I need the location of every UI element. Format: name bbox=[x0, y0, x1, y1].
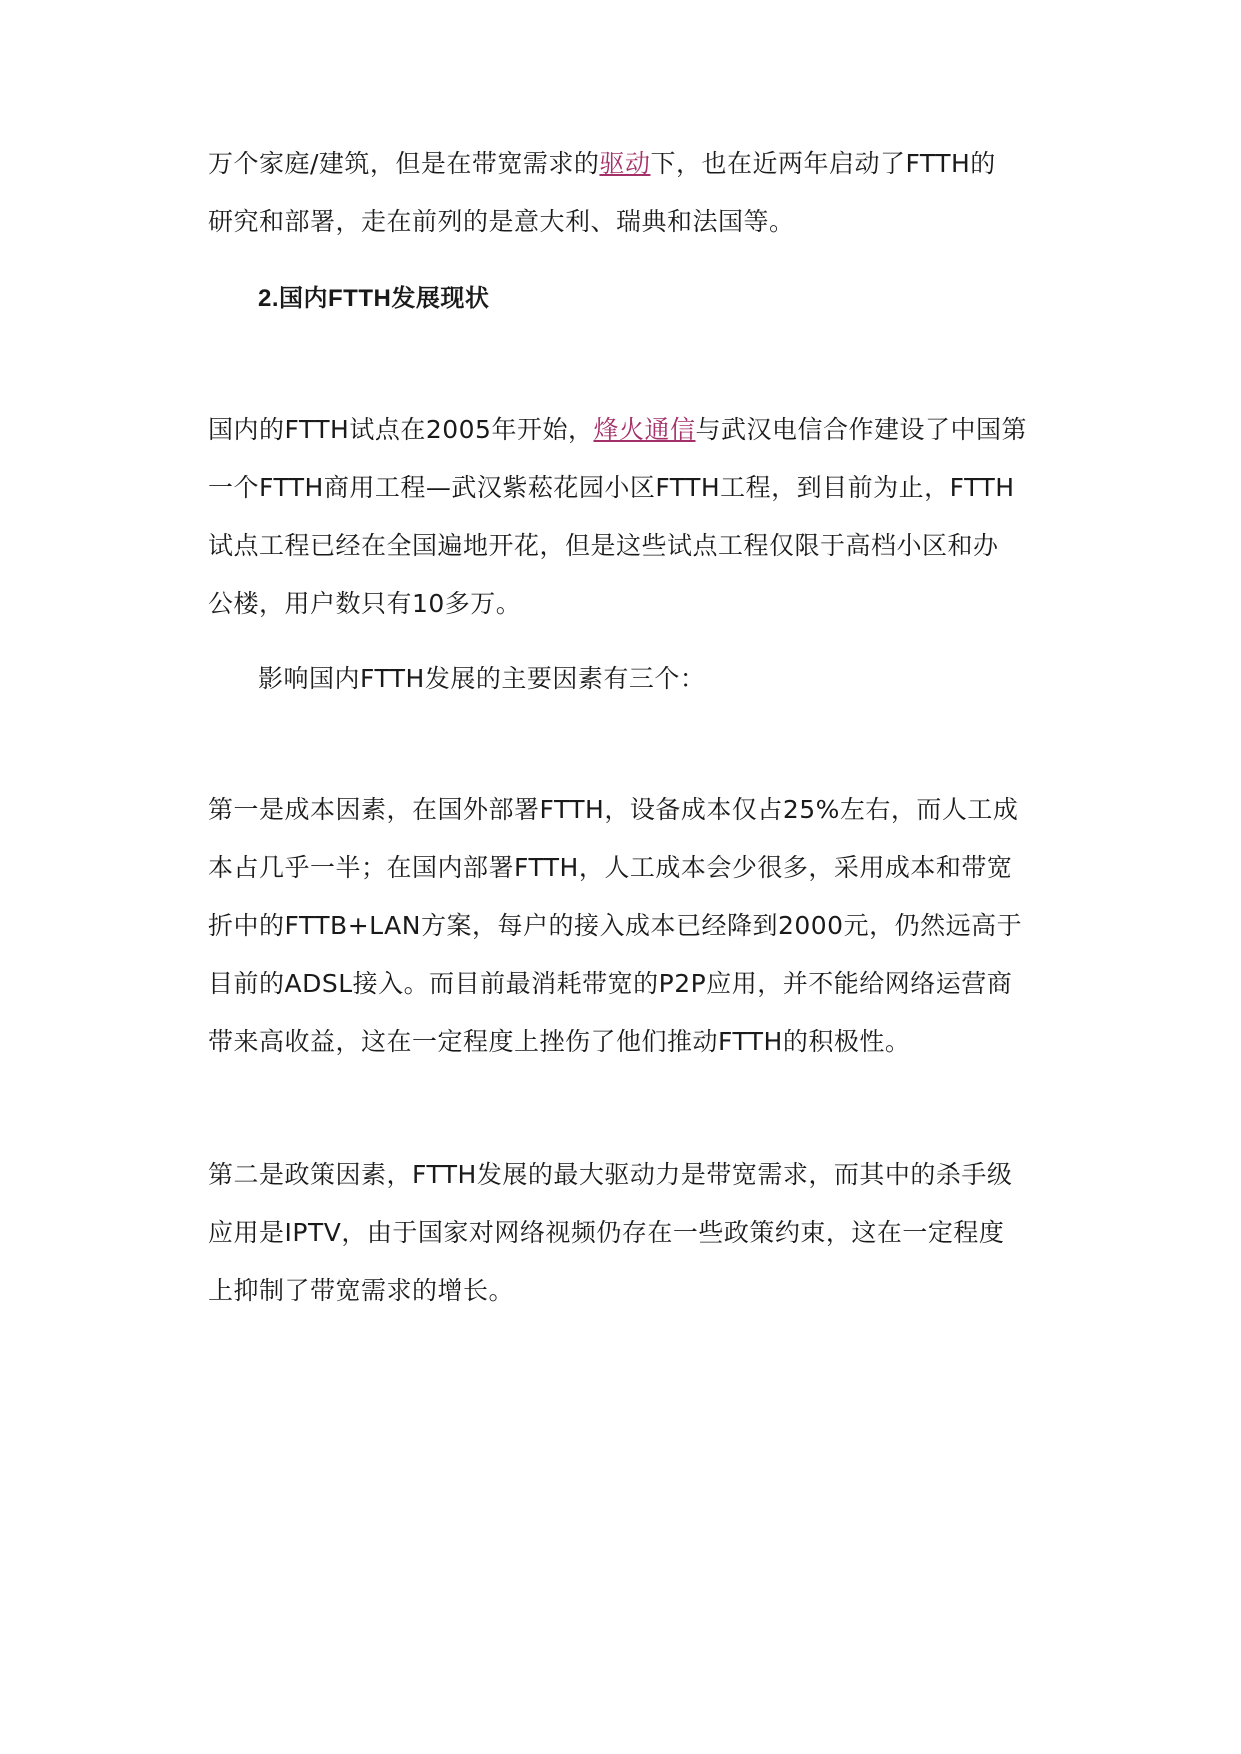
paragraph-2-line-3: 试点工程已经在全国遍地开花，但是这些试点工程仅限于高档小区和办 bbox=[208, 531, 999, 560]
paragraph-2-line-1 bbox=[208, 414, 1027, 446]
paragraph-4-line-2: 本占几乎一半；在国内部署FTTH，人工成本会少很多，采用成本和带宽 bbox=[208, 853, 1013, 882]
paragraph-1-line-2: 研究和部署，走在前列的是意大利、瑞典和法国等。 bbox=[208, 207, 795, 236]
text-segment: 与武汉电信合作建设了中国第 bbox=[695, 415, 1027, 444]
link-qudong[interactable]: 驱动 bbox=[599, 149, 651, 178]
text-segment: 国内的FTTH试点在2005年开始， bbox=[208, 415, 594, 444]
paragraph-4-line-4: 目前的ADSL接入。而目前最消耗带宽的P2P应用，并不能给网络运营商 bbox=[208, 969, 1013, 998]
paragraph-5-line-2: 应用是IPTV，由于国家对网络视频仍存在一些政策约束，这在一定程度 bbox=[208, 1218, 1005, 1247]
paragraph-4-line-5: 带来高收益，这在一定程度上挫伤了他们推动FTTH的积极性。 bbox=[208, 1027, 911, 1056]
link-fiberhome[interactable]: 烽火通信 bbox=[593, 415, 696, 444]
text-segment: 万个家庭/建筑，但是在带宽需求的 bbox=[208, 149, 600, 178]
paragraph-3: 影响国内FTTH发展的主要因素有三个： bbox=[258, 664, 706, 693]
paragraph-2-line-4: 公楼，用户数只有10多万。 bbox=[208, 589, 522, 618]
paragraph-4-line-1: 第一是成本因素，在国外部署FTTH，设备成本仅占25%左右，而人工成 bbox=[208, 795, 1019, 824]
paragraph-5-line-3: 上抑制了带宽需求的增长。 bbox=[208, 1276, 515, 1305]
paragraph-2-line-2: 一个FTTH商用工程—武汉紫菘花园小区FTTH工程，到目前为止，FTTH bbox=[208, 473, 1015, 502]
text-segment: 下，也在近两年启动了FTTH的 bbox=[650, 149, 996, 178]
paragraph-5-line-1: 第二是政策因素，FTTH发展的最大驱动力是带宽需求，而其中的杀手级 bbox=[208, 1160, 1013, 1189]
paragraph-4-line-3: 折中的FTTB+LAN方案，每户的接入成本已经降到2000元，仍然远高于 bbox=[208, 911, 1023, 940]
section-heading: 2.国内FTTH发展现状 bbox=[258, 285, 490, 312]
paragraph-1-line-1 bbox=[208, 148, 996, 180]
